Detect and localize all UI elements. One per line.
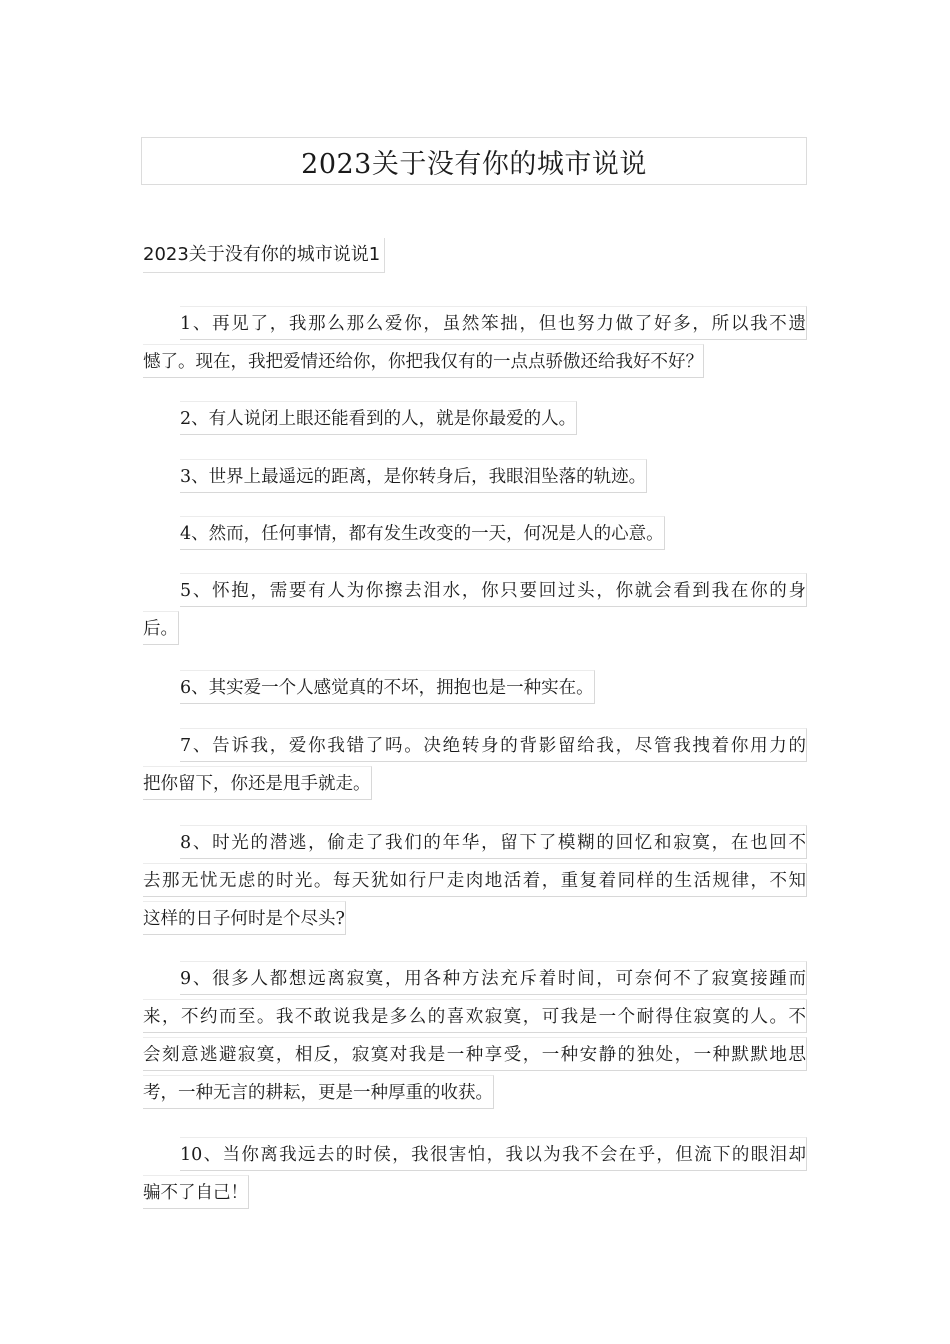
paragraph-line [143,1175,807,1213]
paragraph-line [143,611,807,649]
section-heading: 2023关于没有你的城市说说1 [143,238,385,273]
paragraph-line [143,459,807,497]
line-text: 这样的日子何时是个尽头? [143,901,346,935]
paragraph-3 [143,459,807,497]
paragraph-line [143,999,807,1037]
line-text: 6、其实爱一个人感觉真的不坏，拥抱也是一种实在。 [180,670,595,704]
paragraph-line [143,670,807,708]
line-text: 会刻意逃避寂寞，相反，寂寞对我是一种享受，一种安静的独处，一种默默地思 [143,1037,807,1071]
line-text: 5、怀抱，需要有人为你擦去泪水，你只要回过头，你就会看到我在你的身 [180,573,807,607]
line-text: 2、有人说闭上眼还能看到的人，就是你最爱的人。 [180,401,577,435]
line-text: 4、然而，任何事情，都有发生改变的一天，何况是人的心意。 [180,516,665,550]
paragraph-8 [143,825,807,939]
paragraph-4 [143,516,807,554]
paragraph-line [143,344,807,382]
paragraph-line [143,573,807,611]
paragraph-10 [143,1137,807,1213]
paragraph-line [143,401,807,439]
paragraph-line [143,961,807,999]
line-text: 憾了。现在，我把爱情还给你，你把我仅有的一点点骄傲还给我好不好？ [143,344,704,378]
line-text: 1、再见了，我那么那么爱你，虽然笨拙，但也努力做了好多，所以我不遗 [180,306,807,340]
paragraph-line [143,863,807,901]
line-text: 7、告诉我，爱你我错了吗。决绝转身的背影留给我，尽管我拽着你用力的 [180,728,807,762]
paragraph-6 [143,670,807,708]
line-text: 骗不了自己！ [143,1175,249,1209]
paragraph-line [143,901,807,939]
paragraph-line [143,1137,807,1175]
paragraph-line [143,516,807,554]
line-text: 3、世界上最遥远的距离，是你转身后，我眼泪坠落的轨迹。 [180,459,647,493]
paragraph-2 [143,401,807,439]
paragraph-9 [143,961,807,1113]
document-title: 2023关于没有你的城市说说 [141,137,807,185]
line-text: 9、很多人都想远离寂寞，用各种方法充斥着时间，可奈何不了寂寞接踵而 [180,961,807,995]
line-text: 考，一种无言的耕耘，更是一种厚重的收获。 [143,1075,494,1109]
paragraph-line [143,766,807,804]
line-text: 去那无忧无虑的时光。每天犹如行尸走肉地活着，重复着同样的生活规律，不知 [143,863,807,897]
paragraph-line [143,306,807,344]
line-text: 8、时光的潜逃，偷走了我们的年华，留下了模糊的回忆和寂寞，在也回不 [180,825,807,859]
line-text: 后。 [143,611,179,645]
paragraph-1 [143,306,807,382]
paragraph-line [143,1037,807,1075]
paragraph-7 [143,728,807,804]
line-text: 把你留下，你还是甩手就走。 [143,766,372,800]
paragraph-line [143,728,807,766]
paragraph-line [143,1075,807,1113]
paragraph-5 [143,573,807,649]
paragraph-line [143,825,807,863]
line-text: 来，不约而至。我不敢说我是多么的喜欢寂寞，可我是一个耐得住寂寞的人。不 [143,999,807,1033]
line-text: 10、当你离我远去的时侯，我很害怕，我以为我不会在乎，但流下的眼泪却 [180,1137,807,1171]
